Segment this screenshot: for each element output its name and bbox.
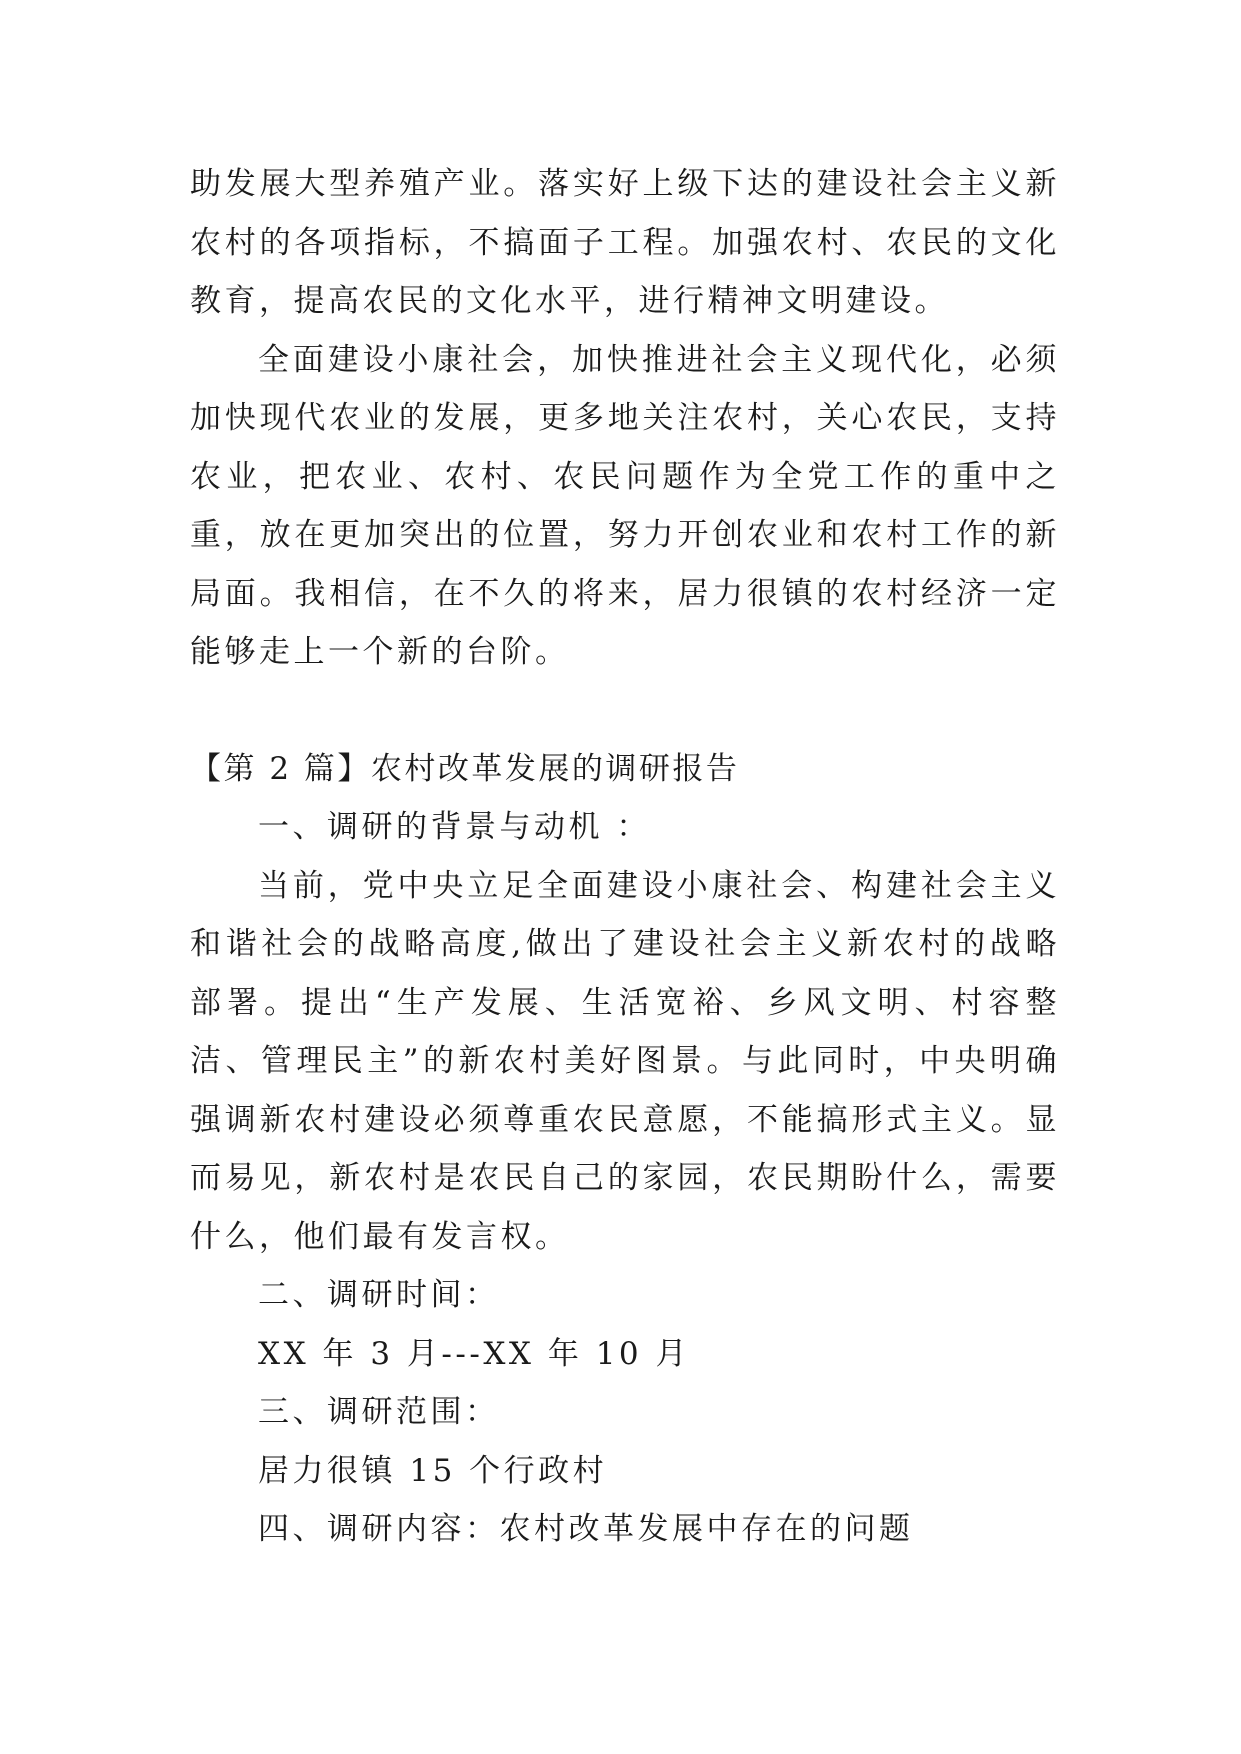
- paragraph-conclusion: 全面建设小康社会，加快推进社会主义现代化，必须加快现代农业的发展，更多地关注农村，关心农民，支持农业，把农业、农村、农民问题作为全党工作的重中之重，放在更加突出的位置，努力开创农业和农村工作的新局面。我相信，在不久的将来，居力很镇的农村经济一定能够走上一个新的台阶。: [190, 341, 1060, 670]
- section-4-heading: 四、调研内容：农村改革发展中存在的问题: [258, 1511, 914, 1547]
- article-title: 【第 2 篇】农村改革发展的调研报告: [190, 750, 740, 787]
- section-1-body: 当前，党中央立足全面建设小康社会、构建社会主义和谐社会的战略高度,做出了建设社会主义新农村的战略部署。提出“生产发展、生活宽裕、乡风文明、村容整洁、管理民主”的新农村美好图景。与此同时，中央明确强调新农村建设必须尊重农民意愿，不能搞形式主义。显而易见，新农村是农民自己的家园，农民期盼什么，需要什么，他们最有发言权。: [190, 867, 1060, 1255]
- document-body: [190, 155, 1060, 1559]
- section-2-body: XX 年 3 月---XX 年 10 月: [258, 1335, 690, 1372]
- section-spacer: [190, 682, 1060, 740]
- section-3-heading: 三、调研范围：: [258, 1394, 500, 1430]
- section-3-body: 居力很镇 15 个行政村: [258, 1452, 608, 1489]
- section-1-heading: 一、调研的背景与动机 ：: [258, 809, 651, 845]
- paragraph-continued: 助发展大型养殖产业。落实好上级下达的建设社会主义新农村的各项指标，不搞面子工程。加强农村、农民的文化教育，提高农民的文化水平，进行精神文明建设。: [190, 166, 1060, 319]
- section-2-heading: 二、调研时间：: [258, 1277, 500, 1313]
